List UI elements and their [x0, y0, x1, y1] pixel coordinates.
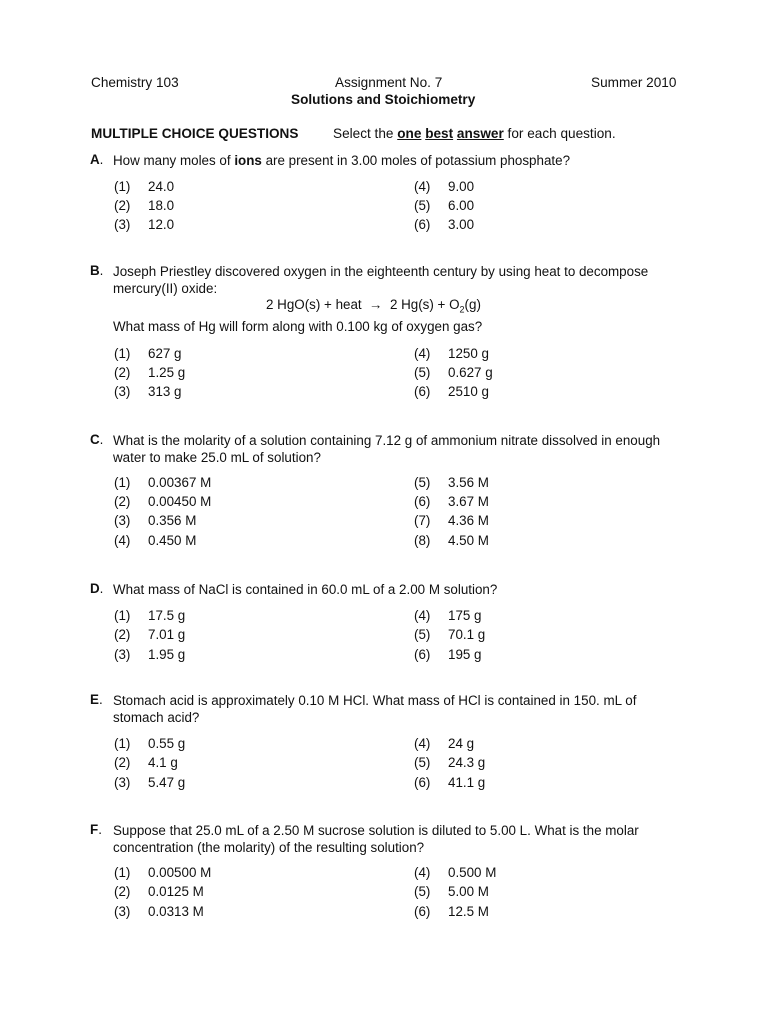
option-5[interactable]: (5) 3.56 M: [414, 475, 489, 490]
term: Summer 2010: [591, 75, 677, 90]
question-text: Suppose that 25.0 mL of a 2.50 M sucrose solution is diluted to 5.00 L. What is the molar concentration (the molarity) of the resulting solution?: [113, 823, 639, 855]
option-6[interactable]: (6) 2510 g: [414, 384, 489, 399]
option-2[interactable]: (2) 18.0: [114, 198, 175, 213]
option-5[interactable]: (5) 5.00 M: [414, 884, 489, 899]
option-3[interactable]: (3) 313 g: [114, 384, 182, 399]
option-2[interactable]: (2) 7.01 g: [114, 627, 186, 642]
option-4[interactable]: (4) 9.00: [414, 179, 475, 194]
option-6[interactable]: (6) 3.67 M: [414, 494, 489, 509]
section-heading: MULTIPLE CHOICE QUESTIONS: [91, 126, 299, 141]
question-text: What is the molarity of a solution containing 7.12 g of ammonium nitrate dissolved in enough water to make 25.0 mL of solution?: [113, 433, 661, 465]
option-2[interactable]: (2) 0.0125 M: [114, 884, 204, 899]
option-7[interactable]: (7) 4.36 M: [414, 513, 489, 528]
option-6[interactable]: (6) 195 g: [414, 647, 482, 662]
option-1[interactable]: (1) 0.00500 M: [114, 865, 212, 880]
option-1[interactable]: (1) 0.00367 M: [114, 475, 212, 490]
option-5[interactable]: (5) 24.3 g: [414, 755, 486, 770]
option-4[interactable]: (4) 0.450 M: [114, 533, 197, 548]
question-text: Joseph Priestley discovered oxygen in the eighteenth century by using heat to decompose mercury(II) oxide:: [113, 264, 649, 296]
option-1[interactable]: (1) 627 g: [114, 346, 182, 361]
assignment-number: Assignment No. 7: [335, 75, 443, 90]
question-text: How many moles of ions are present in 3.00 moles of potassium phosphate?: [113, 153, 571, 168]
option-1[interactable]: (1) 24.0: [114, 179, 175, 194]
option-5[interactable]: (5) 0.627 g: [414, 365, 493, 380]
option-2[interactable]: (2) 0.00450 M: [114, 494, 212, 509]
option-3[interactable]: (3) 5.47 g: [114, 775, 186, 790]
option-5[interactable]: (5) 6.00: [414, 198, 475, 213]
option-3[interactable]: (3) 0.0313 M: [114, 904, 204, 919]
instructions-post: for each question.: [503, 126, 616, 141]
question-label: D.: [90, 581, 104, 596]
option-5[interactable]: (5) 70.1 g: [414, 627, 486, 642]
option-6[interactable]: (6) 41.1 g: [414, 775, 486, 790]
emphasis-best: best: [425, 126, 454, 141]
emphasis-one: one: [397, 126, 422, 141]
course-name: Chemistry 103: [91, 75, 179, 90]
option-3[interactable]: (3) 1.95 g: [114, 647, 186, 662]
option-4[interactable]: (4) 175 g: [414, 608, 482, 623]
option-1[interactable]: (1) 17.5 g: [114, 608, 186, 623]
option-4[interactable]: (4) 24 g: [414, 736, 475, 751]
question-label: A.: [90, 152, 104, 167]
option-3[interactable]: (3) 0.356 M: [114, 513, 197, 528]
instructions-text: [333, 126, 616, 141]
chemical-equation: 2 HgO(s) + heat → 2 $Hg(s) + O_2(g)$: [266, 297, 481, 315]
arrow-icon: →: [369, 297, 383, 312]
question-label: B.: [90, 263, 104, 278]
question-followup: What mass of Hg will form along with 0.100 kg of oxygen gas?: [113, 319, 483, 334]
question-label: C.: [90, 432, 104, 447]
option-8[interactable]: (8) 4.50 M: [414, 533, 489, 548]
question-label: E.: [90, 692, 103, 707]
question-label: F.: [90, 822, 102, 837]
option-6[interactable]: (6) 12.5 M: [414, 904, 489, 919]
option-2[interactable]: (2) 4.1 g: [114, 755, 178, 770]
question-text: Stomach acid is approximately 0.10 M HCl. What mass of HCl is contained in 150. mL of stomach acid?: [113, 693, 637, 725]
option-2[interactable]: (2) 1.25 g: [114, 365, 186, 380]
document-subtitle: Solutions and Stoichiometry: [291, 92, 476, 107]
option-1[interactable]: (1) 0.55 g: [114, 736, 186, 751]
option-3[interactable]: (3) 12.0: [114, 217, 175, 232]
option-6[interactable]: (6) 3.00: [414, 217, 475, 232]
question-text: What mass of NaCl is contained in 60.0 mL of a 2.00 M solution?: [113, 582, 498, 597]
option-4[interactable]: (4) 1250 g: [414, 346, 489, 361]
instructions-pre: Select the: [333, 126, 398, 141]
option-4[interactable]: (4) 0.500 M: [414, 865, 497, 880]
emphasis-answer: answer: [456, 126, 504, 141]
